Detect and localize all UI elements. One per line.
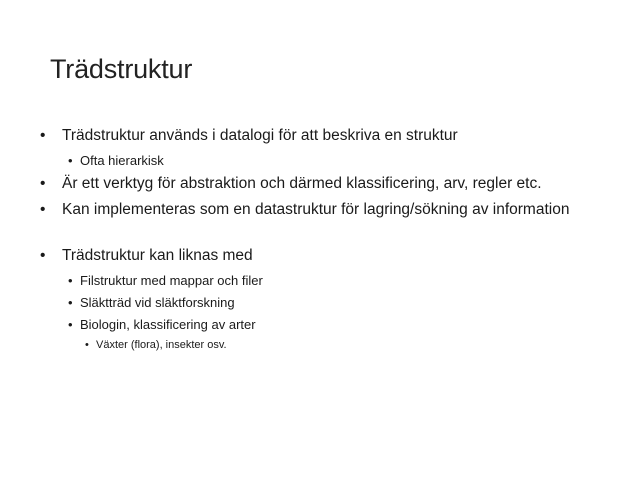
bullet-item: [38, 246, 598, 266]
bullet-text: Växter (flora), insekter osv.: [96, 339, 227, 351]
bullet-dot: •: [68, 295, 73, 310]
bullet-text: Trädstruktur kan liknas med: [62, 247, 253, 264]
bullet-dot: •: [40, 247, 46, 264]
bullet-text: Biologin, klassificering av arter: [80, 317, 256, 332]
sub-bullet-item: [38, 294, 598, 311]
bullet-item: [38, 200, 598, 220]
bullet-dot: •: [40, 175, 46, 192]
bullet-text: Släktträd vid släktforskning: [80, 295, 235, 310]
bullet-item: [38, 126, 598, 146]
bullet-dot: •: [40, 201, 46, 218]
sub-sub-bullet-item: [38, 338, 598, 352]
bullet-text: Trädstruktur används i datalogi för att beskriva en struktur: [62, 127, 458, 144]
slide-title: Trädstruktur: [50, 54, 193, 84]
bullet-list: [38, 126, 598, 356]
bullet-dot: •: [40, 127, 46, 144]
bullet-dot: •: [68, 153, 73, 168]
sub-bullet-item: [38, 316, 598, 333]
bullet-text: Ofta hierarkisk: [80, 153, 164, 168]
bullet-dot: •: [85, 339, 89, 351]
bullet-dot: •: [68, 273, 73, 288]
bullet-text: Filstruktur med mappar och filer: [80, 273, 263, 288]
sub-bullet-item: [38, 272, 598, 289]
bullet-text: Är ett verktyg för abstraktion och därmed klassificering, arv, regler etc.: [62, 175, 542, 192]
bullet-dot: •: [68, 317, 73, 332]
bullet-text: Kan implementeras som en datastruktur för lagring/sökning av information: [62, 201, 570, 218]
spacer: [38, 226, 598, 246]
sub-bullet-item: [38, 152, 598, 169]
bullet-item: [38, 174, 598, 194]
